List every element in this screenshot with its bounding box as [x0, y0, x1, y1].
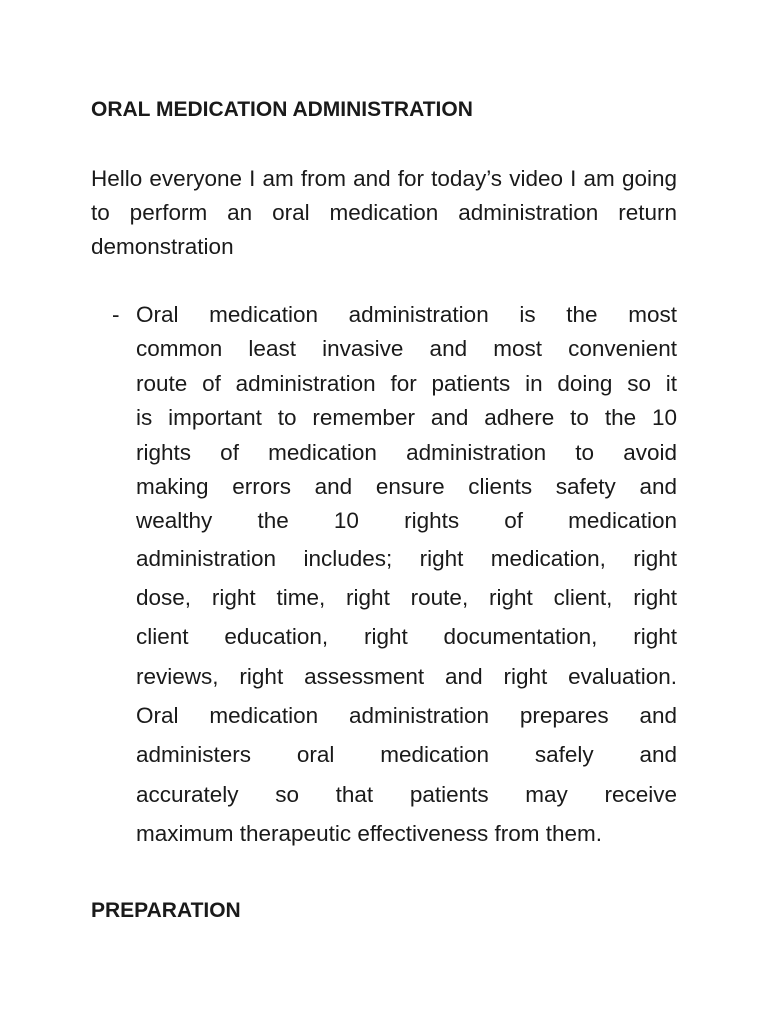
bullet-line: accurately so that patients may receive [136, 781, 677, 807]
document-title: ORAL MEDICATION ADMINISTRATION [91, 98, 473, 121]
bullet-paragraph [136, 298, 677, 853]
bullet-line: is important to remember and adhere to the 10 [136, 405, 677, 431]
bullet-line: wealthy the 10 rights of medication [136, 508, 677, 534]
bullet-line: maximum therapeutic effectiveness from them. [136, 820, 603, 846]
intro-paragraph: Hello everyone I am from and for today’s video I am going to perform an oral medication administration return demonstration [91, 166, 677, 259]
bullet-line: reviews, right assessment and right evaluation. [136, 663, 677, 689]
bullet-marker: - [112, 302, 120, 327]
bullet-line: Oral medication administration is the most [136, 302, 677, 327]
bullet-line: client education, right documentation, right [136, 624, 677, 650]
bullet-line: administers oral medication safely and [136, 742, 677, 768]
section-heading-preparation: PREPARATION [91, 899, 241, 922]
bullet-line: rights of medication administration to avoid [136, 439, 677, 465]
bullet-line: common least invasive and most convenient [136, 336, 677, 362]
bullet-line: making errors and ensure clients safety and [136, 474, 677, 500]
bullet-line: administration includes; right medication, right [136, 545, 677, 571]
bullet-line: Oral medication administration prepares and [136, 703, 677, 729]
bullet-line: dose, right time, right route, right client, right [136, 585, 677, 611]
bullet-line: route of administration for patients in doing so it [136, 370, 677, 396]
